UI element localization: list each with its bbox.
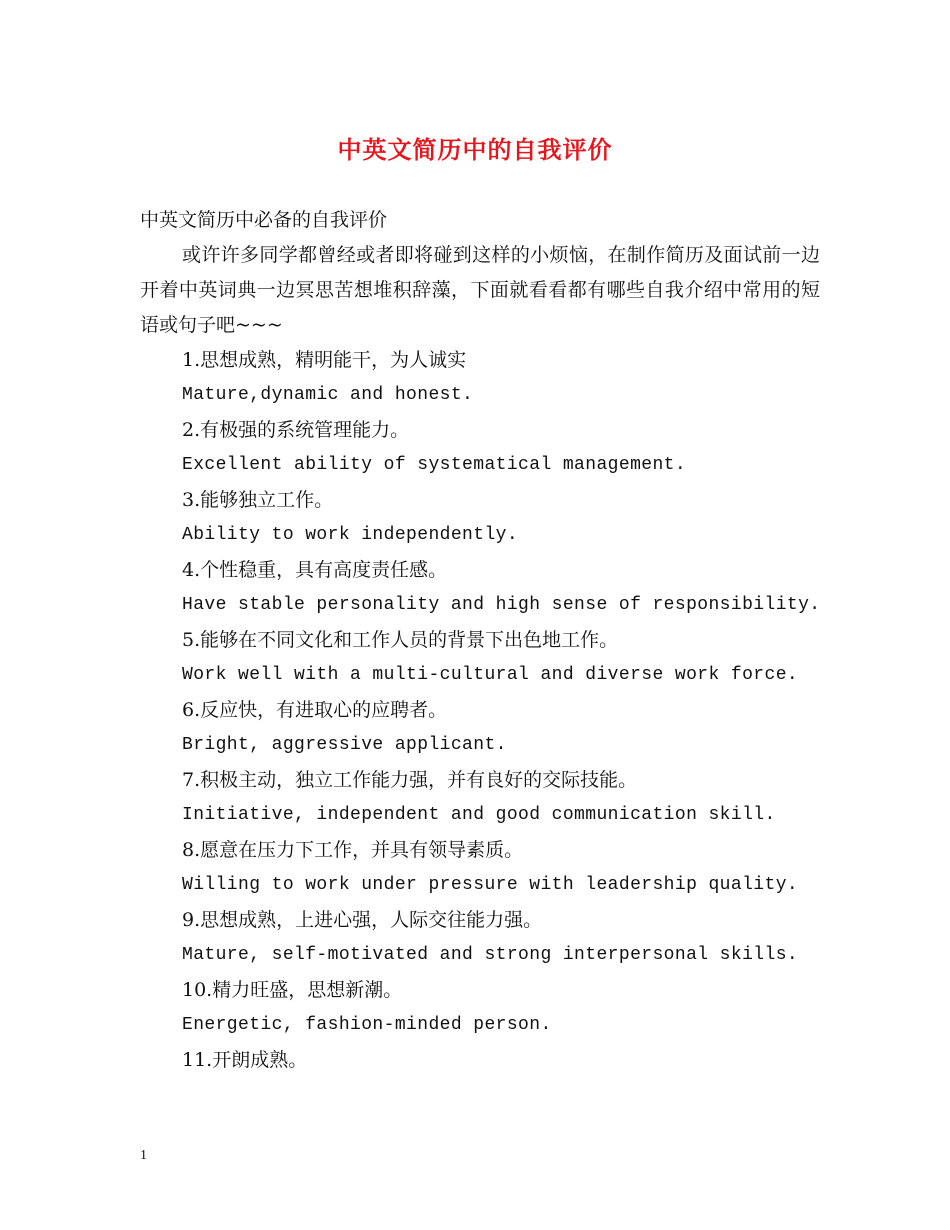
intro-paragraph: 或许许多同学都曾经或者即将碰到这样的小烦恼，在制作简历及面试前一边开着中英词典一边冥思苦想堆积辞藻，下面就看看都有哪些自我介绍中常用的短语或句子吧~~~ [140,244,820,336]
document-subtitle: 中英文简历中必备的自我评价 [140,209,388,231]
item-chinese: 5.能够在不同文化和工作人员的背景下出色地工作。 [182,629,619,651]
item-english: Bright, aggressive applicant. [182,735,507,755]
item-chinese: 3.能够独立工作。 [182,489,334,511]
item-chinese: 9.思想成熟，上进心强，人际交往能力强。 [182,909,543,931]
item-chinese: 11.开朗成熟。 [182,1049,308,1071]
item-chinese: 10.精力旺盛，思想新潮。 [182,979,403,1001]
list-item [140,413,820,483]
list-item [140,693,820,763]
item-english: Excellent ability of systematical management. [182,455,687,475]
item-chinese: 6.反应快，有进取心的应聘者。 [182,699,448,721]
list-item [140,763,820,833]
page-number: 1 [140,1148,147,1163]
phrase-list [140,343,820,1078]
item-english: Have stable personality and high sense of responsibility. [182,595,821,615]
item-chinese: 8.愿意在压力下工作，并具有领导素质。 [182,839,524,861]
item-english: Mature, self-motivated and strong interpersonal skills. [182,945,799,965]
item-english: Ability to work independently. [182,525,519,545]
item-chinese: 2.有极强的系统管理能力。 [182,419,410,441]
list-item [140,553,820,623]
item-chinese: 4.个性稳重，具有高度责任感。 [182,559,448,581]
list-item [140,903,820,973]
item-english: Work well with a multi-cultural and diverse work force. [182,665,799,685]
list-item [140,623,820,693]
item-chinese: 7.积极主动，独立工作能力强，并有良好的交际技能。 [182,769,638,791]
list-item [140,343,820,413]
item-chinese: 1.思想成熟，精明能干，为人诚实 [182,349,467,371]
list-item [140,833,820,903]
list-item [140,973,820,1043]
list-item [140,483,820,553]
page-title: 中英文简历中的自我评价 [337,135,613,164]
item-english: Initiative, independent and good communication skill. [182,805,776,825]
item-english: Mature,dynamic and honest. [182,385,474,405]
item-english: Energetic, fashion-minded person. [182,1015,552,1035]
item-english: Willing to work under pressure with leadership quality. [182,875,799,895]
list-item [140,1043,820,1078]
document-body [140,203,820,1078]
